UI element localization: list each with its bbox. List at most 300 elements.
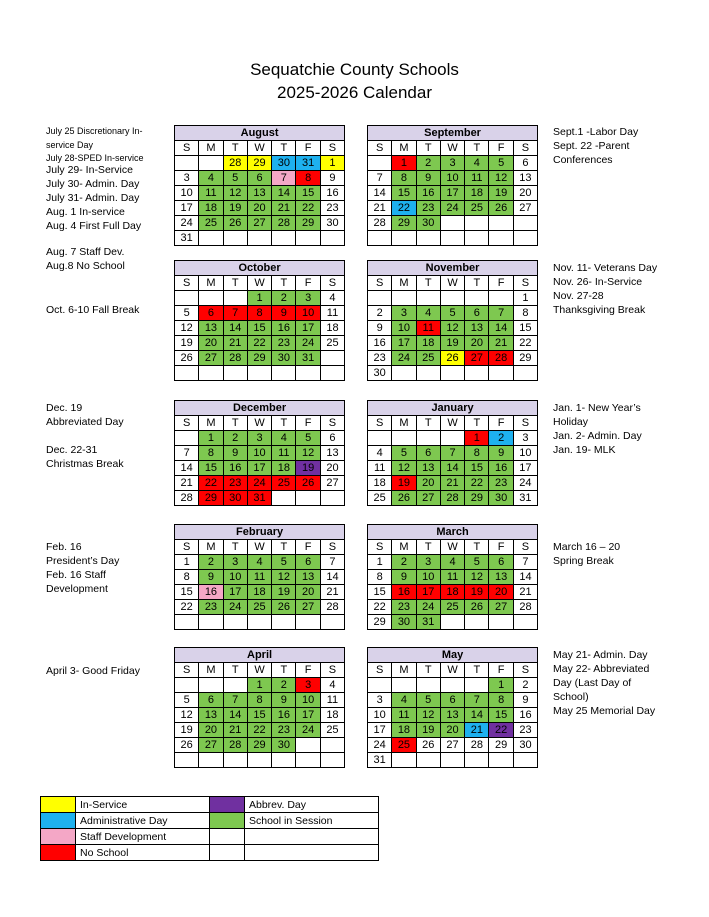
weekday-header: T [272, 540, 296, 555]
day-cell: 28 [465, 738, 489, 753]
day-cell: 5 [175, 306, 199, 321]
day-cell [175, 753, 199, 768]
day-cell [272, 753, 296, 768]
day-cell: 6 [416, 446, 440, 461]
day-cell: 20 [465, 336, 489, 351]
weekday-header: T [416, 141, 440, 156]
day-cell: 25 [440, 600, 464, 615]
weekday-header: T [272, 276, 296, 291]
day-cell: 15 [296, 186, 320, 201]
weekday-header: M [199, 276, 223, 291]
day-cell [465, 231, 489, 246]
day-cell: 10 [513, 446, 537, 461]
day-cell [296, 491, 320, 506]
day-cell: 18 [392, 723, 416, 738]
day-cell [489, 231, 513, 246]
day-cell: 7 [368, 171, 392, 186]
weekday-header: S [320, 416, 344, 431]
weekday-header: T [416, 276, 440, 291]
day-cell: 25 [368, 491, 392, 506]
day-cell: 8 [199, 446, 223, 461]
day-cell: 30 [272, 738, 296, 753]
day-cell: 13 [440, 708, 464, 723]
weekday-header: T [223, 663, 247, 678]
day-cell: 28 [272, 216, 296, 231]
day-cell [465, 753, 489, 768]
day-cell [199, 753, 223, 768]
day-cell: 12 [272, 570, 296, 585]
day-cell: 11 [440, 570, 464, 585]
day-cell: 17 [247, 461, 271, 476]
day-cell: 14 [489, 321, 513, 336]
day-cell: 5 [392, 446, 416, 461]
day-cell: 19 [175, 336, 199, 351]
day-cell: 8 [247, 693, 271, 708]
day-cell: 27 [489, 600, 513, 615]
day-cell: 17 [513, 461, 537, 476]
day-cell: 24 [368, 738, 392, 753]
day-cell: 19 [465, 585, 489, 600]
day-cell: 15 [247, 708, 271, 723]
day-cell: 30 [416, 216, 440, 231]
day-cell [320, 738, 344, 753]
day-cell [296, 615, 320, 630]
month-name: December [175, 401, 345, 416]
day-cell: 17 [392, 336, 416, 351]
day-cell: 5 [296, 431, 320, 446]
day-cell: 31 [416, 615, 440, 630]
day-cell: 30 [489, 491, 513, 506]
day-cell [513, 366, 537, 381]
day-cell: 9 [489, 446, 513, 461]
day-cell: 6 [513, 156, 537, 171]
day-cell: 6 [465, 306, 489, 321]
day-cell [175, 156, 199, 171]
day-cell: 30 [223, 491, 247, 506]
day-cell: 21 [272, 201, 296, 216]
weekday-header: M [392, 141, 416, 156]
day-cell [199, 366, 223, 381]
notes-january: Jan. 1- New Year’s Holiday Jan. 2- Admin. Day Jan. 19- MLK [553, 402, 642, 456]
day-cell: 2 [199, 555, 223, 570]
day-cell: 5 [489, 156, 513, 171]
day-cell: 18 [320, 321, 344, 336]
day-cell: 10 [296, 306, 320, 321]
weekday-header: T [465, 141, 489, 156]
day-cell: 6 [199, 306, 223, 321]
day-cell: 8 [368, 570, 392, 585]
notes-may: May 21- Admin. Day May 22- Abbreviated Day (Last Day of School) May 25 Memorial Day [553, 649, 656, 717]
weekday-header: M [199, 663, 223, 678]
month-name: September [368, 126, 538, 141]
page-title: Sequatchie County Schools [250, 60, 459, 79]
day-cell: 19 [392, 476, 416, 491]
day-cell: 12 [489, 171, 513, 186]
day-cell: 18 [199, 201, 223, 216]
month-name: November [368, 261, 538, 276]
day-cell: 28 [513, 600, 537, 615]
day-cell: 20 [440, 723, 464, 738]
day-cell: 21 [320, 585, 344, 600]
day-cell: 3 [392, 306, 416, 321]
day-cell: 8 [513, 306, 537, 321]
day-cell: 27 [199, 351, 223, 366]
day-cell [440, 366, 464, 381]
legend-label [245, 845, 379, 861]
day-cell: 10 [247, 446, 271, 461]
day-cell: 29 [392, 216, 416, 231]
day-cell: 7 [465, 693, 489, 708]
day-cell: 1 [247, 291, 271, 306]
weekday-header: W [440, 663, 464, 678]
day-cell [223, 291, 247, 306]
day-cell: 12 [440, 321, 464, 336]
day-cell: 26 [465, 600, 489, 615]
day-cell: 31 [175, 231, 199, 246]
day-cell: 17 [368, 723, 392, 738]
day-cell: 7 [223, 306, 247, 321]
weekday-header: M [199, 141, 223, 156]
day-cell: 3 [368, 693, 392, 708]
day-cell: 7 [440, 446, 464, 461]
weekday-header: S [368, 141, 392, 156]
weekday-header: F [296, 540, 320, 555]
day-cell: 17 [175, 201, 199, 216]
notes-july-august-b: July 29- In-Service July 30- Admin. Day July 31- Admin. Day Aug. 1 In-service Aug. 4 First Full Day [46, 164, 142, 232]
day-cell: 9 [320, 171, 344, 186]
month-calendar-october [174, 260, 345, 381]
day-cell: 13 [199, 321, 223, 336]
day-cell [465, 366, 489, 381]
notes-february: Feb. 16 President’s Day Feb. 16 Staff Development [46, 541, 120, 595]
day-cell: 18 [368, 476, 392, 491]
day-cell: 4 [465, 156, 489, 171]
day-cell: 23 [513, 723, 537, 738]
day-cell [223, 366, 247, 381]
color-legend [40, 796, 379, 861]
day-cell: 30 [513, 738, 537, 753]
day-cell: 25 [416, 351, 440, 366]
day-cell: 16 [199, 585, 223, 600]
legend-label: Abbrev. Day [245, 797, 379, 813]
month-name: April [175, 648, 345, 663]
day-cell: 10 [392, 321, 416, 336]
day-cell: 22 [175, 600, 199, 615]
day-cell: 16 [272, 321, 296, 336]
day-cell: 3 [440, 156, 464, 171]
day-cell: 10 [416, 570, 440, 585]
day-cell: 20 [416, 476, 440, 491]
weekday-header: T [465, 416, 489, 431]
day-cell [440, 291, 464, 306]
day-cell: 20 [513, 186, 537, 201]
day-cell [175, 431, 199, 446]
weekday-header: W [440, 141, 464, 156]
legend-swatch [210, 845, 245, 861]
day-cell [223, 231, 247, 246]
day-cell [489, 615, 513, 630]
weekday-header: S [175, 141, 199, 156]
day-cell: 4 [272, 431, 296, 446]
day-cell: 1 [199, 431, 223, 446]
day-cell: 13 [416, 461, 440, 476]
day-cell: 7 [223, 693, 247, 708]
day-cell: 26 [489, 201, 513, 216]
day-cell: 31 [368, 753, 392, 768]
day-cell: 5 [272, 555, 296, 570]
weekday-header: T [416, 540, 440, 555]
day-cell: 18 [465, 186, 489, 201]
weekday-header: T [272, 663, 296, 678]
day-cell: 30 [368, 366, 392, 381]
day-cell: 11 [247, 570, 271, 585]
day-cell: 28 [223, 156, 247, 171]
day-cell [296, 753, 320, 768]
day-cell: 21 [223, 336, 247, 351]
day-cell: 29 [489, 738, 513, 753]
day-cell: 11 [392, 708, 416, 723]
day-cell: 26 [296, 476, 320, 491]
day-cell: 21 [175, 476, 199, 491]
day-cell: 15 [513, 321, 537, 336]
day-cell: 26 [416, 738, 440, 753]
day-cell: 14 [320, 570, 344, 585]
weekday-header: S [175, 416, 199, 431]
legend-label: Administrative Day [76, 813, 210, 829]
day-cell: 24 [416, 600, 440, 615]
weekday-header: T [465, 276, 489, 291]
day-cell: 25 [199, 216, 223, 231]
day-cell: 19 [272, 585, 296, 600]
day-cell: 3 [296, 678, 320, 693]
day-cell [440, 231, 464, 246]
day-cell [416, 366, 440, 381]
day-cell: 12 [296, 446, 320, 461]
day-cell: 29 [247, 156, 271, 171]
day-cell: 27 [513, 201, 537, 216]
day-cell: 27 [199, 738, 223, 753]
day-cell: 27 [440, 738, 464, 753]
day-cell: 27 [296, 600, 320, 615]
day-cell: 16 [513, 708, 537, 723]
month-calendar-march [367, 524, 538, 630]
day-cell: 6 [320, 431, 344, 446]
day-cell [199, 678, 223, 693]
day-cell: 30 [392, 615, 416, 630]
day-cell: 9 [416, 171, 440, 186]
weekday-header: W [440, 416, 464, 431]
day-cell: 29 [368, 615, 392, 630]
month-calendar-april [174, 647, 345, 768]
day-cell: 19 [175, 723, 199, 738]
day-cell: 22 [199, 476, 223, 491]
day-cell: 21 [489, 336, 513, 351]
day-cell: 21 [223, 723, 247, 738]
day-cell: 12 [465, 570, 489, 585]
weekday-header: F [489, 276, 513, 291]
day-cell: 28 [175, 491, 199, 506]
day-cell: 15 [392, 186, 416, 201]
day-cell: 13 [513, 171, 537, 186]
day-cell: 1 [513, 291, 537, 306]
weekday-header: S [320, 663, 344, 678]
day-cell [223, 753, 247, 768]
weekday-header: F [296, 663, 320, 678]
legend-swatch [41, 845, 76, 861]
day-cell [175, 678, 199, 693]
day-cell: 20 [489, 585, 513, 600]
day-cell: 25 [320, 723, 344, 738]
notes-december-b: Dec. 22-31 Christmas Break [46, 444, 124, 470]
day-cell: 22 [296, 201, 320, 216]
month-calendar-december [174, 400, 345, 506]
day-cell: 2 [392, 555, 416, 570]
day-cell: 14 [272, 186, 296, 201]
day-cell: 12 [175, 708, 199, 723]
day-cell: 24 [392, 351, 416, 366]
day-cell: 12 [392, 461, 416, 476]
weekday-header: W [247, 141, 271, 156]
day-cell: 17 [296, 708, 320, 723]
day-cell: 3 [296, 291, 320, 306]
day-cell: 13 [296, 570, 320, 585]
day-cell: 1 [320, 156, 344, 171]
day-cell: 19 [489, 186, 513, 201]
day-cell: 9 [223, 446, 247, 461]
day-cell [320, 351, 344, 366]
day-cell [175, 291, 199, 306]
day-cell: 14 [223, 708, 247, 723]
day-cell [465, 678, 489, 693]
day-cell: 14 [513, 570, 537, 585]
weekday-header: M [392, 540, 416, 555]
day-cell: 20 [296, 585, 320, 600]
month-calendar-september [367, 125, 538, 246]
weekday-header: S [513, 416, 537, 431]
day-cell: 17 [296, 321, 320, 336]
month-calendar-november [367, 260, 538, 381]
weekday-header: T [416, 663, 440, 678]
day-cell: 22 [247, 723, 271, 738]
day-cell: 11 [465, 171, 489, 186]
day-cell: 8 [247, 306, 271, 321]
day-cell: 19 [416, 723, 440, 738]
day-cell [296, 366, 320, 381]
day-cell [247, 615, 271, 630]
month-name: May [368, 648, 538, 663]
notes-september: Sept.1 -Labor Day Sept. 22 -Parent Conferences [553, 126, 639, 166]
day-cell: 15 [199, 461, 223, 476]
day-cell: 26 [175, 351, 199, 366]
day-cell: 16 [416, 186, 440, 201]
day-cell: 26 [175, 738, 199, 753]
day-cell: 4 [440, 555, 464, 570]
legend-label: In-Service [76, 797, 210, 813]
day-cell: 9 [272, 693, 296, 708]
day-cell: 30 [272, 351, 296, 366]
weekday-header: W [440, 276, 464, 291]
day-cell: 4 [392, 693, 416, 708]
day-cell [368, 156, 392, 171]
day-cell [223, 615, 247, 630]
day-cell: 16 [320, 186, 344, 201]
day-cell: 4 [199, 171, 223, 186]
day-cell: 23 [489, 476, 513, 491]
day-cell: 23 [199, 600, 223, 615]
weekday-header: F [489, 540, 513, 555]
notes-december-a: Dec. 19 Abbreviated Day [46, 402, 124, 428]
day-cell: 9 [513, 693, 537, 708]
weekday-header: M [392, 663, 416, 678]
day-cell: 14 [465, 708, 489, 723]
day-cell: 21 [513, 585, 537, 600]
day-cell: 19 [223, 201, 247, 216]
day-cell [296, 738, 320, 753]
weekday-header: F [489, 141, 513, 156]
weekday-header: T [223, 141, 247, 156]
day-cell: 11 [272, 446, 296, 461]
day-cell [440, 431, 464, 446]
day-cell: 25 [465, 201, 489, 216]
day-cell [272, 231, 296, 246]
day-cell: 23 [223, 476, 247, 491]
weekday-header: F [296, 416, 320, 431]
day-cell [296, 231, 320, 246]
day-cell: 6 [440, 693, 464, 708]
month-calendar-january [367, 400, 538, 506]
weekday-header: S [513, 663, 537, 678]
day-cell [175, 615, 199, 630]
day-cell [199, 156, 223, 171]
day-cell: 23 [368, 351, 392, 366]
day-cell: 31 [513, 491, 537, 506]
day-cell: 7 [320, 555, 344, 570]
day-cell: 21 [368, 201, 392, 216]
weekday-header: S [513, 141, 537, 156]
day-cell: 1 [465, 431, 489, 446]
day-cell: 24 [296, 336, 320, 351]
month-name: March [368, 525, 538, 540]
day-cell [320, 491, 344, 506]
day-cell: 9 [199, 570, 223, 585]
day-cell [272, 491, 296, 506]
day-cell: 10 [223, 570, 247, 585]
day-cell [223, 678, 247, 693]
day-cell: 17 [440, 186, 464, 201]
day-cell: 1 [247, 678, 271, 693]
day-cell: 28 [489, 351, 513, 366]
weekday-header: F [489, 416, 513, 431]
weekday-header: S [175, 276, 199, 291]
day-cell: 15 [247, 321, 271, 336]
day-cell [272, 366, 296, 381]
day-cell [368, 231, 392, 246]
day-cell: 11 [320, 306, 344, 321]
day-cell: 21 [465, 723, 489, 738]
day-cell: 7 [175, 446, 199, 461]
day-cell [440, 678, 464, 693]
day-cell: 29 [247, 738, 271, 753]
day-cell: 13 [199, 708, 223, 723]
day-cell: 22 [489, 723, 513, 738]
day-cell: 5 [175, 693, 199, 708]
day-cell: 18 [247, 585, 271, 600]
weekday-header: F [296, 141, 320, 156]
weekday-header: T [416, 416, 440, 431]
day-cell: 16 [272, 708, 296, 723]
notes-march: March 16 – 20 Spring Break [553, 541, 621, 567]
day-cell: 11 [416, 321, 440, 336]
